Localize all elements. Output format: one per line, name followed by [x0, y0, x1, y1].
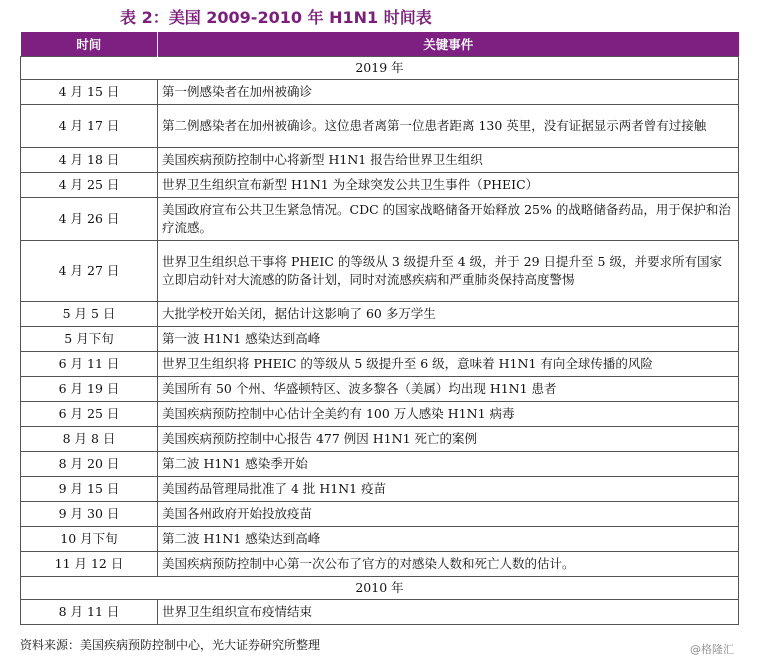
year-label-2019: 2019 年	[21, 57, 739, 80]
row-event: 第一例感染者在加州被确诊	[158, 80, 739, 105]
table-row	[21, 527, 739, 552]
table-row	[21, 352, 739, 377]
watermark: @格隆汇	[690, 643, 734, 656]
row-date: 8 月 11 日	[21, 600, 158, 625]
table-row	[21, 502, 739, 527]
table-title: 表 2：美国 2009-2010 年 H1N1 时间表	[120, 8, 432, 27]
row-date: 6 月 11 日	[21, 352, 158, 377]
row-date: 9 月 30 日	[21, 502, 158, 527]
row-event: 世界卫生组织总干事将 PHEIC 的等级从 3 级提升至 4 级，并于 29 日提升至 5 级，并要求所有国家立即启动针对大流感的防备计划，同时对流感疾病和严重肺炎保持高度警惕	[158, 241, 739, 302]
row-event: 美国药品管理局批准了 4 批 H1N1 疫苗	[158, 477, 739, 502]
timeline-table	[20, 32, 739, 625]
table-row	[21, 241, 739, 302]
row-event: 世界卫生组织宣布疫情结束	[158, 600, 739, 625]
row-date: 4 月 17 日	[21, 105, 158, 148]
year-label-2010: 2010 年	[21, 577, 739, 600]
row-date: 9 月 15 日	[21, 477, 158, 502]
row-event: 第一波 H1N1 感染达到高峰	[158, 327, 739, 352]
table-row	[21, 198, 739, 241]
row-event: 美国所有 50 个州、华盛顿特区、波多黎各（美属）均出现 H1N1 患者	[158, 377, 739, 402]
table-row	[21, 148, 739, 173]
row-date: 4 月 18 日	[21, 148, 158, 173]
row-date: 5 月 5 日	[21, 302, 158, 327]
row-date: 4 月 25 日	[21, 173, 158, 198]
header-row	[21, 32, 739, 57]
table-row	[21, 105, 739, 148]
row-event: 美国政府宣布公共卫生紧急情况。CDC 的国家战略储备开始释放 25% 的战略储备药品，用于保护和治疗流感。	[158, 198, 739, 241]
row-date: 6 月 19 日	[21, 377, 158, 402]
year-row-2010	[21, 577, 739, 600]
row-event: 世界卫生组织宣布新型 H1N1 为全球突发公共卫生事件（PHEIC）	[158, 173, 739, 198]
row-date: 8 月 20 日	[21, 452, 158, 477]
row-event: 第二波 H1N1 感染季开始	[158, 452, 739, 477]
table-row	[21, 600, 739, 625]
table-row	[21, 402, 739, 427]
table-row	[21, 427, 739, 452]
row-date: 4 月 27 日	[21, 241, 158, 302]
row-date: 5 月下旬	[21, 327, 158, 352]
source-note: 资料来源：美国疾病预防控制中心，光大证券研究所整理	[20, 638, 321, 652]
table-row	[21, 173, 739, 198]
table-row	[21, 80, 739, 105]
row-event: 美国疾病预防控制中心报告 477 例因 H1N1 死亡的案例	[158, 427, 739, 452]
row-event: 大批学校开始关闭，据估计这影响了 60 多万学生	[158, 302, 739, 327]
row-date: 10 月下旬	[21, 527, 158, 552]
row-event: 美国疾病预防控制中心估计全美约有 100 万人感染 H1N1 病毒	[158, 402, 739, 427]
year-row-2019	[21, 57, 739, 80]
row-event: 世界卫生组织将 PHEIC 的等级从 5 级提升至 6 级，意味着 H1N1 有向全球传播的风险	[158, 352, 739, 377]
row-event: 美国疾病预防控制中心将新型 H1N1 报告给世界卫生组织	[158, 148, 739, 173]
row-event: 美国疾病预防控制中心第一次公布了官方的对感染人数和死亡人数的估计。	[158, 552, 739, 577]
table-row	[21, 452, 739, 477]
header-time: 时间	[21, 32, 158, 57]
row-date: 11 月 12 日	[21, 552, 158, 577]
row-event: 第二例感染者在加州被确诊。这位患者离第一位患者距离 130 英里，没有证据显示两者曾有过接触	[158, 105, 739, 148]
table-row	[21, 377, 739, 402]
row-event: 第二波 H1N1 感染达到高峰	[158, 527, 739, 552]
table-row	[21, 477, 739, 502]
table-row	[21, 327, 739, 352]
header-event: 关键事件	[158, 32, 739, 57]
row-date: 8 月 8 日	[21, 427, 158, 452]
table-row	[21, 552, 739, 577]
row-date: 4 月 15 日	[21, 80, 158, 105]
row-date: 6 月 25 日	[21, 402, 158, 427]
table-row	[21, 302, 739, 327]
row-date: 4 月 26 日	[21, 198, 158, 241]
row-event: 美国各州政府开始投放疫苗	[158, 502, 739, 527]
